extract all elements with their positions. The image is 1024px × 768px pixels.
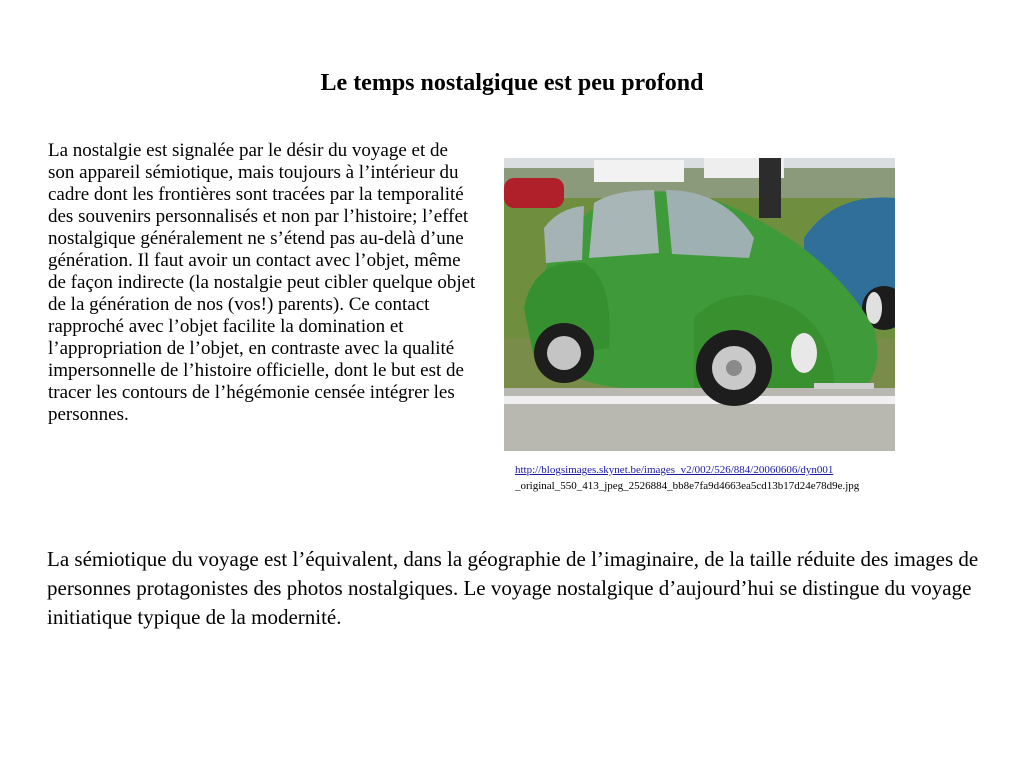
image-source-link[interactable]: http://blogsimages.skynet.be/images_v2/002/526/884/20060606/dyn001 <box>515 464 834 476</box>
left-paragraph: La nostalgie est signalée par le désir du voyage et de son appareil sémiotique, mais toujours à l’intérieur du cadre dont les frontières sont tracées par la temporalité des souvenirs personnalisés et non par l’histoire; l’effet nostalgique généralement ne s’étend pas au-delà d’une génération. Il faut avoir un contact avec l’objet, même de façon indirecte (la nostalgie peut cibler quelque objet de la génération de nos (vos!) parents). Ce contact rapproché avec l’objet facilite la domination et l’appropriation de l’objet, en contraste avec la qualité impersonnelle de l’histoire officielle, dont le but est de tracer les contours de l’hégémonie censée intégrer les personnes. <box>48 140 476 425</box>
image-source-link-continuation: _original_550_413_jpeg_2526884_bb8e7fa9d4663ea5cd13b17d24e78d9e.jpg <box>515 480 860 492</box>
image-caption <box>515 462 935 494</box>
bottom-paragraph: La sémiotique du voyage est l’équivalent, dans la géographie de l’imaginaire, de la taille réduite des images de personnes protagonistes des photos nostalgiques. Le voyage nostalgique d’aujourd’hui se distingue du voyage initiatique typique de la modernité. <box>47 547 979 629</box>
green-beetle-photo <box>504 158 895 451</box>
slide-title: Le temps nostalgique est peu profond <box>320 70 704 96</box>
